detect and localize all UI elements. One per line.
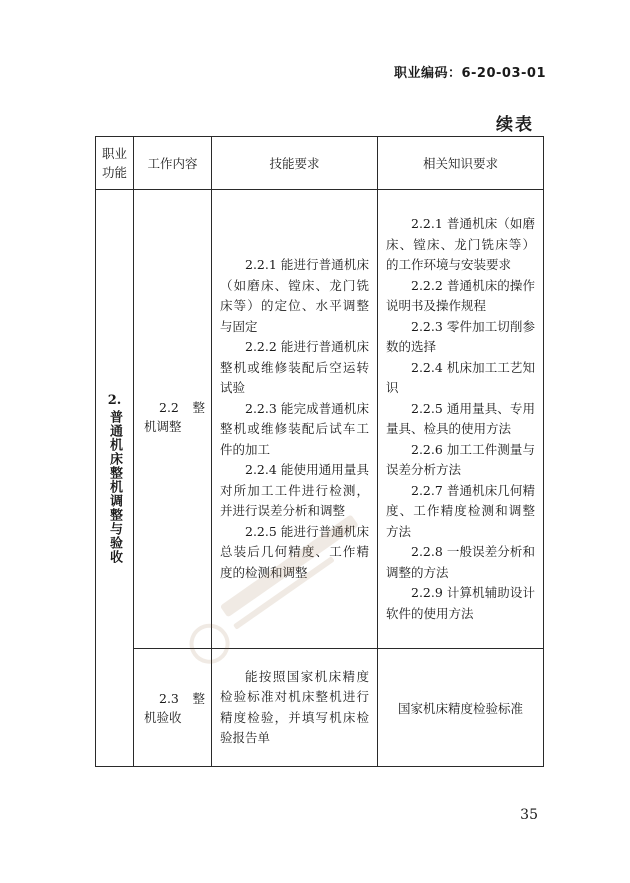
table-row: [96, 649, 544, 767]
header-function: 职业 功能: [96, 137, 134, 190]
table-header-row: [96, 137, 544, 190]
skills-cell: [212, 190, 378, 649]
header-knowledge-requirements: 相关知识要求: [378, 137, 544, 190]
function-name: 普通机床整机调整与验收: [107, 409, 122, 564]
knowledge-item: 2.2.4 机床加工工艺知识: [386, 359, 535, 395]
function-cell: [96, 190, 134, 767]
header-skill-requirements: 技能要求: [212, 137, 378, 190]
knowledge-item: 2.2.9 计算机辅助设计软件的使用方法: [386, 585, 535, 621]
knowledge-cell: [378, 190, 544, 649]
work-content-cell: [134, 190, 212, 649]
skills-cell: [212, 649, 378, 767]
knowledge-item: 2.2.2 普通机床的操作说明书及操作规程: [386, 277, 535, 313]
knowledge-item: 2.2.5 通用量具、专用量具、检具的使用方法: [386, 400, 535, 436]
knowledge-item: 2.2.3 零件加工切削参数的选择: [386, 318, 535, 354]
continued-label: 续表: [496, 115, 534, 135]
knowledge-cell: [378, 649, 544, 767]
knowledge-item: 2.2.1 普通机床（如磨床、镗床、龙门铣床等）的工作环境与安装要求: [386, 216, 535, 272]
knowledge-item: 2.2.6 加工工件测量与误差分析方法: [386, 441, 535, 477]
work-content-label: 2.3 整机验收: [144, 690, 205, 725]
work-content-label: 2.2 整机调整: [144, 400, 205, 434]
skill-item: 2.2.3 能完成普通机床整机或维修装配后试车工件的加工: [220, 400, 369, 457]
knowledge-item: 国家机床精度检验标准: [397, 700, 523, 716]
work-content-cell: [134, 649, 212, 767]
skill-item: 2.2.2 能进行普通机床整机或维修装配后空运转试验: [220, 339, 369, 395]
standards-table: [95, 136, 544, 767]
skill-item: 2.2.5 能进行普通机床总装后几何精度、工作精度的检测和调整: [220, 523, 369, 580]
skill-item: 能按照国家机床精度检验标准对机床整机进行精度检验，并填写机床检验报告单: [220, 668, 369, 745]
skill-item: 2.2.1 能进行普通机床（如磨床、镗床、龙门铣床等）的定位、水平调整与固定: [220, 257, 369, 334]
skill-item: 2.2.4 能使用通用量具对所加工工件进行检测，并进行误差分析和调整: [220, 462, 369, 518]
page-number: 35: [520, 807, 538, 823]
knowledge-item: 2.2.8 一般误差分析和调整的方法: [386, 544, 535, 580]
table-row: [96, 190, 544, 649]
header-work-content: 工作内容: [134, 137, 212, 190]
knowledge-item: 2.2.7 普通机床几何精度、工作精度检测和调整方法: [386, 482, 535, 539]
occupation-code: 职业编码：6-20-03-01: [393, 66, 546, 81]
function-number: 2.: [107, 392, 122, 408]
